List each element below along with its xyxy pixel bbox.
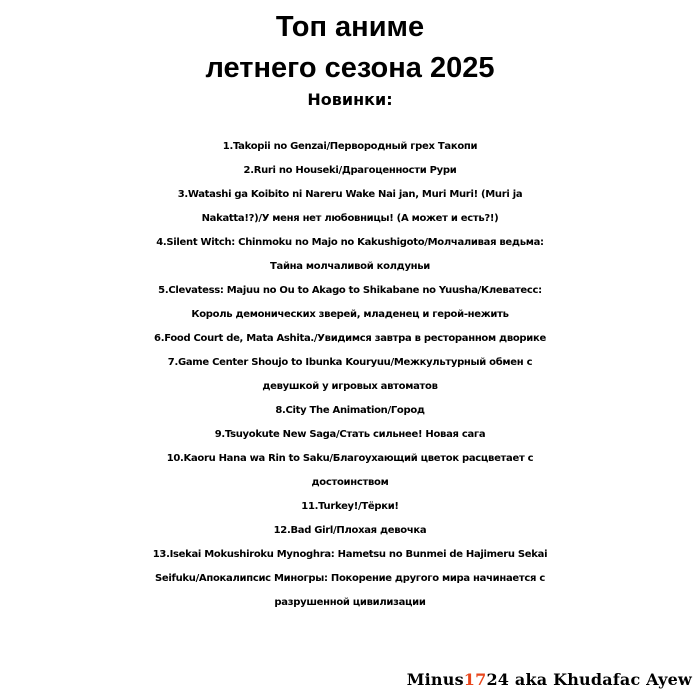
signature-accent: 17 [463, 670, 487, 689]
list-item: 6.Food Court de, Mata Ashita./Увидимся завтра в ресторанном дворике [154, 333, 546, 344]
list-item: 12.Bad Girl/Плохая девочка [273, 525, 427, 536]
list-item: 10.Kaoru Hana wa Rin to Saku/Благоухающий цветок расцветает с [166, 453, 534, 464]
list-item: достоинством [311, 477, 389, 488]
list-item: девушкой у игровых автоматов [262, 381, 438, 392]
list-item: 1.Takopii no Genzai/Первородный грех Такопи [222, 141, 478, 152]
list-item: Король демонических зверей, младенец и герой-нежить [191, 309, 509, 320]
anime-list [0, 135, 700, 615]
list-item: разрушенной цивилизации [274, 597, 426, 608]
list-item: 4.Silent Witch: Chinmoku no Majo no Kakushigoto/Молчаливая ведьма: [156, 237, 544, 248]
signature-suffix: 24 aka Khudafac Ayew [486, 670, 692, 689]
list-item: Nakatta!?)/У меня нет любовницы! (А может и есть?!) [201, 213, 499, 224]
list-item: 9.Tsuyokute New Saga/Стать сильнее! Новая сага [214, 429, 486, 440]
list-item: 7.Game Center Shoujo to Ibunka Kouryuu/Межкультурный обмен с [167, 357, 533, 368]
list-item: 8.City The Animation/Город [275, 405, 425, 416]
list-item: Тайна молчаливой колдуньи [269, 261, 431, 272]
list-item: 13.Isekai Mokushiroku Mynoghra: Hametsu no Bunmei de Hajimeru Sekai [152, 549, 548, 560]
page-title-line-2: летнего сезона 2025 [205, 52, 495, 84]
list-item: 2.Ruri no Houseki/Драгоценности Рури [243, 165, 457, 176]
signature-prefix: Minus [406, 670, 464, 689]
list-item: Seifuku/Апокалипсис Миногры: Покорение другого мира начинается с [155, 573, 545, 584]
list-item: 3.Watashi ga Koibito ni Nareru Wake Nai jan, Muri Muri! (Muri ja [177, 189, 523, 200]
list-item: 5.Clevatess: Majuu no Ou to Akago to Shikabane no Yuusha/Клеватесс: [158, 285, 542, 296]
page-title-line-1: Топ аниме [275, 11, 425, 43]
section-subtitle: Новинки: [307, 90, 393, 109]
list-item: 11.Turkey!/Тёрки! [301, 501, 399, 512]
author-signature [407, 672, 692, 688]
